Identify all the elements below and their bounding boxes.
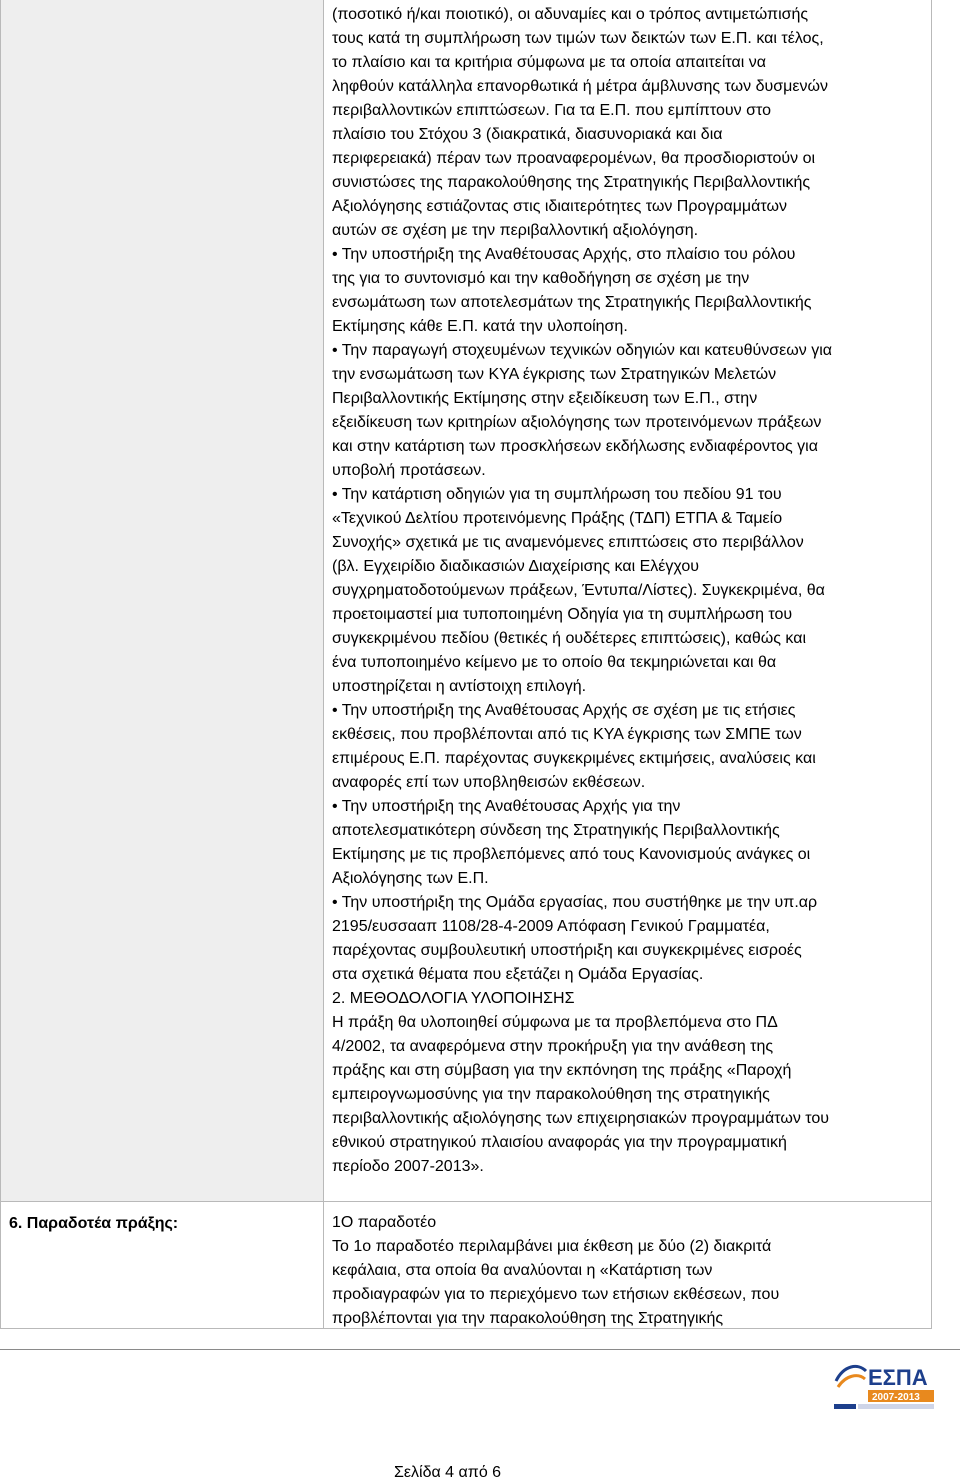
text-line: εξειδίκευση των κριτηρίων αξιολόγησης των προτεινόμενων πράξεων xyxy=(332,414,822,431)
text-line: • Την υποστήριξη της Αναθέτουσας Αρχής για την xyxy=(332,798,681,815)
text-line: • Την υποστήριξη της Ομάδα εργασίας, που συστήθηκε με την υπ.αρ xyxy=(332,894,818,911)
text-line: και στην κατάρτιση των προσκλήσεων εκδήλωσης ενδιαφέροντος για xyxy=(332,438,818,455)
text-line: συγχρηματοδοτούμενων πράξεων, Έντυπα/Λίστες). Συγκεκριμένα, θα xyxy=(332,582,825,599)
text-line: τους κατά τη συμπλήρωση των τιμών των δεικτών των Ε.Π. και τέλος, xyxy=(332,30,824,47)
text-line: περιβαλλοντικών επιπτώσεων. Για τα Ε.Π. που εμπίπτουν στο xyxy=(332,102,771,119)
table-row xyxy=(1,0,931,1201)
text-line: στα σχετικά θέματα που εξετάζει η Ομάδα Εργασίας. xyxy=(332,966,704,983)
text-line: • Την υποστήριξη της Αναθέτουσας Αρχής, στο πλαίσιο του ρόλου xyxy=(332,246,796,263)
text-line: πλαίσιο του Στόχου 3 (διακρατικά, διασυνοριακά και δια xyxy=(332,126,723,143)
text-line: Η πράξη θα υλοποιηθεί σύμφωνα με τα προβλεπόμενα στο ΠΔ xyxy=(332,1014,778,1031)
text-line: Εκτίμησης κάθε Ε.Π. κατά την υλοποίηση. xyxy=(332,318,628,335)
text-line: περιβαλλοντικής αξιολόγησης των επιχειρησιακών προγραμμάτων του xyxy=(332,1110,830,1127)
text-line: προετοιμαστεί μια τυποποιημένη Οδηγία για τη συμπλήρωση του xyxy=(332,606,793,623)
text-line: • Την κατάρτιση οδηγιών για τη συμπλήρωση του πεδίου 91 του xyxy=(332,486,782,503)
footer-divider xyxy=(0,1349,960,1350)
text-line: περίοδο 2007-2013». xyxy=(332,1158,484,1175)
text-line: περιφερειακά) πέραν των προαναφερομένων, θα προσδιοριστούν οι xyxy=(332,150,816,167)
text-line: αποτελεσματικότερη σύνδεση της Στρατηγικής Περιβαλλοντικής xyxy=(332,822,780,839)
text-line: Περιβαλλοντικής Εκτίμησης στην εξειδίκευση των Ε.Π., στην xyxy=(332,390,758,407)
text-line: της για το συντονισμό και την καθοδήγηση σε σχέση με την xyxy=(332,270,750,287)
espa-logo-subtext: 2007-2013 xyxy=(872,1392,920,1403)
espa-logo-text: ΕΣΠΑ xyxy=(868,1365,928,1390)
text-line: ληφθούν κατάλληλα επανορθωτικά ή μέτρα άμβλυνσης των δυσμενών xyxy=(332,78,828,95)
text-line: πράξης και στη σύμβαση για την εκπόνηση της πράξης «Παροχή xyxy=(332,1062,792,1079)
text-line: κεφάλαια, στα οποία θα αναλύονται η «Κατάρτιση των xyxy=(332,1262,713,1279)
row-content-cell xyxy=(332,3,952,1179)
text-line: αυτών σε σχέση με την περιβαλλοντική αξιολόγηση. xyxy=(332,222,699,239)
text-line: παρέχοντας συμβουλευτική υποστήριξη και συγκεκριμένες εισροές xyxy=(332,942,802,959)
espa-logo-icon xyxy=(832,1361,936,1411)
text-line: συγκεκριμένου πεδίου (θετικές ή ουδέτερες επιπτώσεις), καθώς και xyxy=(332,630,807,647)
text-line: εθνικού στρατηγικού πλαισίου αναφοράς για την προγραμματική xyxy=(332,1134,787,1151)
text-line: προβλέπονται για την παρακολούθηση της Στρατηγικής xyxy=(332,1310,724,1327)
page-number: Σελίδα 4 από 6 xyxy=(394,1464,502,1481)
text-line: • Την παραγωγή στοχευμένων τεχνικών οδηγιών και κατευθύνσεων για xyxy=(332,342,833,359)
text-line: 2. ΜΕΘΟΔΟΛΟΓΙΑ ΥΛΟΠΟΙΗΣΗΣ xyxy=(332,990,575,1007)
text-line: αναφορές επί των υποβληθεισών εκθέσεων. xyxy=(332,774,646,791)
text-line: προδιαγραφών για το περιεχόμενο των ετήσιων εκθέσεων, που xyxy=(332,1286,780,1303)
text-line: υποστηρίζεται η αντίστοιχη επιλογή. xyxy=(332,678,587,695)
text-line: Αξιολόγησης των Ε.Π. xyxy=(332,870,489,887)
text-line: συνιστώσες της παρακολούθησης της Στρατηγικής Περιβαλλοντικής xyxy=(332,174,811,191)
text-line: ενσωμάτωση των αποτελεσμάτων της Στρατηγικής Περιβαλλοντικής xyxy=(332,294,812,311)
text-line: Το 1ο παραδοτέο περιλαμβάνει μια έκθεση με δύο (2) διακριτά xyxy=(332,1238,772,1255)
text-line: 4/2002, τα αναφερόμενα στην προκήρυξη για την ανάθεση της xyxy=(332,1038,774,1055)
text-line: εκθέσεις, που προβλέπονται από τις ΚΥΑ έγκρισης των ΣΜΠΕ των xyxy=(332,726,802,743)
text-line: Εκτίμησης με τις προβλεπόμενες από τους Κανονισμούς ανάγκες οι xyxy=(332,846,811,863)
text-line: εμπειρογνωμοσύνης για την παρακολούθηση της στρατηγικής xyxy=(332,1086,770,1103)
table-row xyxy=(1,1201,931,1328)
text-line: το πλαίσιο και τα κριτήρια σύμφωνα με τα οποία απαιτείται να xyxy=(332,54,766,71)
text-line: (βλ. Εγχειρίδιο διαδικασιών Διαχείρισης και Ελέγχου xyxy=(332,558,699,575)
text-line: την ενσωμάτωση των ΚΥΑ έγκρισης των Στρατηγικών Μελετών xyxy=(332,366,777,383)
text-line: Συνοχής» σχετικά με τις αναμενόμενες επιπτώσεις στο περιβάλλον xyxy=(332,534,804,551)
text-line: 1Ο παραδοτέο xyxy=(332,1214,437,1231)
row-label-cell xyxy=(1,1202,324,1328)
deliverables-label: 6. Παραδοτέα πράξης: xyxy=(9,1215,179,1232)
text-line: (ποσοτικό ή/και ποιοτικό), οι αδυναμίες και ο τρόπος αντιμετώπισής xyxy=(332,6,809,23)
text-line: επιμέρους Ε.Π. παρέχοντας συγκεκριμένες εκτιμήσεις, αναλύσεις και xyxy=(332,750,816,767)
text-line: 2195/ευσσααπ 1108/28-4-2009 Απόφαση Γενικού Γραμματέα, xyxy=(332,918,770,935)
row-label-cell xyxy=(1,0,324,1201)
text-line: «Τεχνικού Δελτίου προτεινόμενης Πράξης (ΤΔΠ) ΕΤΠΑ & Ταμείο xyxy=(332,510,783,527)
text-line: Αξιολόγησης εστιάζοντας στις ιδιαιτερότητες των Προγραμμάτων xyxy=(332,198,787,215)
text-line: ένα τυποποιημένο κείμενο με το οποίο θα τεκμηριώνεται και θα xyxy=(332,654,777,671)
text-line: • Την υποστήριξη της Αναθέτουσας Αρχής σε σχέση με τις ετήσιες xyxy=(332,702,796,719)
row-content-cell xyxy=(332,1211,952,1331)
text-line: υποβολή προτάσεων. xyxy=(332,462,486,479)
